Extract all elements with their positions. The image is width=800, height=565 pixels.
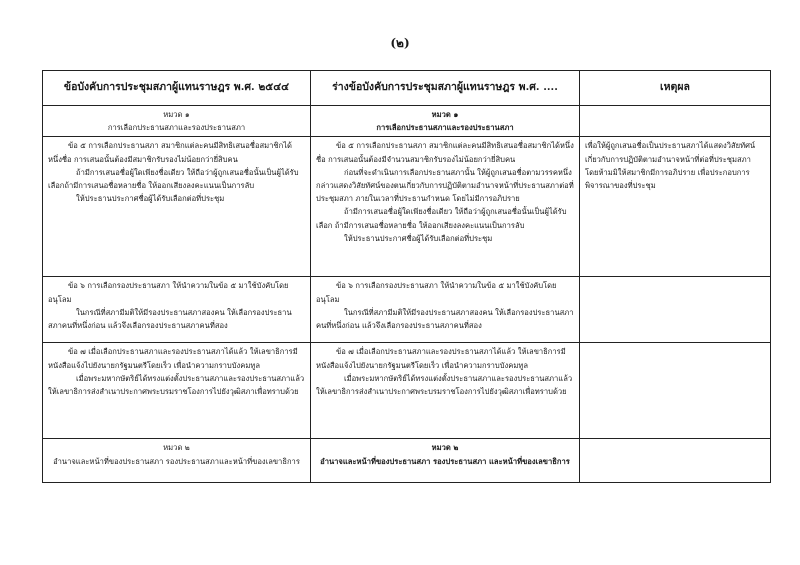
header-reason: เหตุผล (580, 71, 771, 106)
clause5-reason-cell (580, 137, 771, 277)
clause5-old-para-3: ให้ประธานประกาศชื่อผู้ได้รับเลือกต่อที่ประชุม (76, 194, 225, 204)
clause7-old-cell (43, 343, 311, 439)
clause7-old-para-1: ข้อ ๗ เมื่อเลือกประธานสภาและรองประธานสภาได้แล้ว ให้เลขาธิการมีหนังสือแจ้งไปยังนายกรัฐมนตรีโดยเร็ว เพื่อนำความกราบบังคมทูล (48, 347, 298, 370)
clause5-old-cell (43, 137, 311, 277)
header-current-regulation: ข้อบังคับการประชุมสภาผู้แทนราษฎร พ.ศ. ๒๕๔๔ (43, 71, 311, 106)
clause5-old-para-2: ถ้ามีการเสนอชื่อผู้ใดเพียงชื่อเดียว ให้ถือว่าผู้ถูกเสนอชื่อนั้นเป็นผู้ได้รับเลือกถ้ามีการเสนอชื่อหลายชื่อ ให้ออกเสียงลงคะแนนเป็นการลับ (48, 167, 299, 191)
clause7-row (43, 343, 771, 439)
clause6-reason-cell (580, 277, 771, 343)
chapter1-new-cell (311, 106, 580, 137)
clause6-old-cell (43, 277, 311, 343)
table-header-row (43, 71, 771, 106)
chapter1-row (43, 106, 771, 137)
clause6-old-para-1: ข้อ ๖ การเลือกรองประธานสภา ให้นำความในข้อ ๕ มาใช้บังคับโดยอนุโลม (48, 281, 289, 304)
clause5-new-para-1: ข้อ ๕ การเลือกประธานสภา สมาชิกแต่ละคนมีสิทธิเสนอชื่อสมาชิกได้หนึ่งชื่อ การเสนอนั้นต้องมีจำนวนสมาชิกรับรองไม่น้อยกว่ายี่สิบคน (316, 141, 574, 164)
chapter2-row (43, 439, 771, 483)
chapter1-reason-cell (580, 106, 771, 137)
clause7-new-para-1: ข้อ ๗ เมื่อเลือกประธานสภาและรองประธานสภาได้แล้ว ให้เลขาธิการมีหนังสือแจ้งไปยังนายกรัฐมนตรีโดยเร็ว เพื่อนำความกราบบังคมทูล (316, 347, 566, 370)
clause5-new-para-3: ถ้ามีการเสนอชื่อผู้ใดเพียงชื่อเดียว ให้ถือว่าผู้ถูกเสนอชื่อนั้นเป็นผู้ได้รับเลือก ถ้ามีการเสนอชื่อหลายชื่อ ให้ออกเสียงลงคะแนนเป็นการลับ (316, 207, 567, 230)
clause5-new-para-4: ให้ประธานประกาศชื่อผู้ได้รับเลือกต่อที่ประชุม (344, 233, 493, 243)
clause6-new-cell (311, 277, 580, 343)
chapter2-old-cell (43, 439, 311, 483)
chapter2-old-number: หมวด ๒ (163, 443, 190, 453)
header-draft-regulation: ร่างข้อบังคับการประชุมสภาผู้แทนราษฎร พ.ศ. .... (311, 71, 580, 106)
chapter1-new-title: การเลือกประธานสภาและรองประธานสภา (376, 123, 514, 133)
chapter2-new-cell (311, 439, 580, 483)
clause7-new-para-2: เมื่อพระมหากษัตริย์ได้ทรงแต่งตั้งประธานสภาและรองประธานสภาแล้ว ให้เลขาธิการส่งสำเนาประกาศพระบรมราชโองการไปยังวุฒิสภาเพื่อทราบด้วย (316, 373, 573, 397)
clause6-new-para-1: ข้อ ๖ การเลือกรองประธานสภา ให้นำความในข้อ ๕ มาใช้บังคับโดยอนุโลม (316, 281, 557, 304)
clause5-row (43, 137, 771, 277)
page-number: (๒) (390, 36, 410, 50)
chapter2-old-title: อำนาจและหน้าที่ของประธานสภา รองประธานสภาและหน้าที่ของเลขาธิการ (53, 456, 300, 466)
clause5-new-cell (311, 137, 580, 277)
comparison-table (42, 70, 771, 483)
clause7-new-cell (311, 343, 580, 439)
chapter1-old-cell (43, 106, 311, 137)
chapter2-new-number: หมวด ๒ (431, 443, 459, 453)
chapter2-reason-cell (580, 439, 771, 483)
chapter1-old-title: การเลือกประธานสภาและรองประธานสภา (107, 123, 246, 133)
chapter2-new-title: อำนาจและหน้าที่ของประธานสภา รองประธานสภา และหน้าที่ของเลขาธิการ (320, 456, 570, 466)
chapter1-old-number: หมวด ๑ (163, 110, 190, 119)
chapter1-new-number: หมวด ๑ (431, 110, 459, 119)
clause5-reason-text: เพื่อให้ผู้ถูกเสนอชื่อเป็นประธานสภาได้แสดงวิสัยทัศน์เกี่ยวกับการปฏิบัติตามอำนาจหน้าที่ต่อที่ประชุมสภา โดยห้ามมิให้สมาชิกมีการอภิปราย เพื่อประกอบการพิจารณาของที่ประชุม (585, 141, 756, 191)
clause5-new-para-2: ก่อนที่จะดำเนินการเลือกประธานสภานั้น ให้ผู้ถูกเสนอชื่อตามวรรคหนึ่งกล่าวแสดงวิสัยทัศน์ของตนเกี่ยวกับการปฏิบัติตามอำนาจหน้าที่ประธานสภาต่อที่ประชุมสภา ภายในเวลาที่ประธานกำหนด โดยไม่มีการอภิปราย (316, 167, 574, 204)
clause7-reason-cell (580, 343, 771, 439)
clause6-new-para-2: ในกรณีที่สภามีมติให้มีรองประธานสภาสองคน ให้เลือกรองประธานสภาคนที่หนึ่งก่อน แล้วจึงเลือกรองประธานสภาคนที่สอง (316, 307, 574, 331)
clause6-row (43, 277, 771, 343)
clause7-old-para-2: เมื่อพระมหากษัตริย์ได้ทรงแต่งตั้งประธานสภาและรองประธานสภาแล้ว ให้เลขาธิการส่งสำเนาประกาศพระบรมราชโองการไปยังวุฒิสภาเพื่อทราบด้วย (48, 373, 305, 397)
clause6-old-para-2: ในกรณีที่สภามีมติให้มีรองประธานสภาสองคน ให้เลือกรองประธานสภาคนที่หนึ่งก่อน แล้วจึงเลือกรองประธานสภาคนที่สอง (48, 307, 292, 331)
clause5-old-para-1: ข้อ ๕ การเลือกประธานสภา สมาชิกแต่ละคนมีสิทธิเสนอชื่อสมาชิกได้หนึ่งชื่อ การเสนอนั้นต้องมีสมาชิกรับรองไม่น้อยกว่ายี่สิบคน (48, 141, 292, 164)
